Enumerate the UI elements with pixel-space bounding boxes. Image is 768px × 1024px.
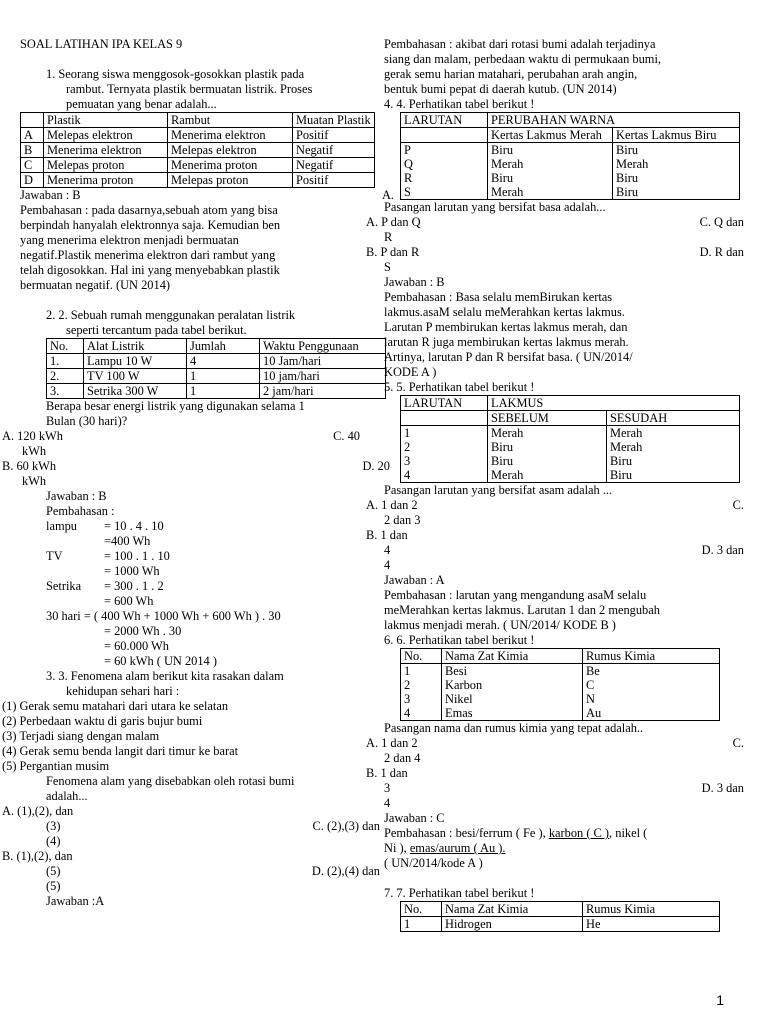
option-label: A. — [381, 188, 394, 202]
question-text: Pasangan larutan yang bersifat basa adalah... — [384, 200, 606, 214]
table-header: Rumus Kimia — [583, 649, 720, 664]
table-cell: 3. — [47, 384, 84, 399]
calc-line: 30 hari = ( 400 Wh + 1000 Wh + 600 Wh ) . 30 — [46, 609, 281, 623]
table-cell: Positif — [293, 128, 375, 143]
option-b: B. 1 dan — [366, 766, 408, 780]
table-cell: He — [583, 917, 720, 932]
question-text: 1. Seorang siswa menggosok-gosokkan plastik pada — [46, 67, 305, 81]
option-b: B. P dan R — [366, 245, 420, 259]
option-c: C. 40 — [333, 429, 360, 443]
table-cell: Menerima elektron — [168, 128, 293, 143]
table-cell: Melepas proton — [44, 158, 168, 173]
option-row — [366, 245, 744, 260]
answer: Jawaban : B — [46, 489, 107, 503]
option-unit: kWh — [22, 474, 47, 488]
table-cell: 1 — [401, 917, 442, 932]
option-c: C. — [732, 736, 744, 750]
answer: Jawaban :A — [46, 894, 105, 908]
answer: Jawaban : B — [20, 188, 81, 202]
list-item: (3) Terjadi siang dengan malam — [2, 729, 160, 743]
question-text: Bulan (30 hari)? — [46, 414, 128, 428]
table-cell: 2. — [47, 369, 84, 384]
table-cell: Hidrogen — [442, 917, 583, 932]
question-text: seperti tercantum pada tabel berikut. — [66, 323, 247, 337]
table-cell: Merah Biru Biru Merah — [488, 426, 607, 483]
table-header: No. — [401, 902, 442, 917]
table-cell: 1. — [47, 354, 84, 369]
table-cell: Negatif — [293, 143, 375, 158]
q2-table — [46, 338, 386, 399]
explanation-text: berpindah hanyalah elektronnya saja. Kemudian ben — [20, 218, 281, 232]
table-header — [21, 113, 44, 128]
question-text: adalah... — [46, 789, 88, 803]
table-cell: B — [21, 143, 44, 158]
calc-line: = 1000 Wh — [104, 564, 160, 578]
explanation-text: KODE A ) — [384, 365, 437, 379]
q4-table — [400, 112, 740, 200]
question-7 — [384, 886, 744, 932]
list-item: (2) Perbedaan waktu di garis bujur bumi — [2, 714, 203, 728]
explanation-text: ( UN/2014/kode A ) — [384, 856, 483, 870]
list-item: (5) Pergantian musim — [2, 759, 110, 773]
answer: Jawaban : B — [384, 275, 445, 289]
option-row — [2, 459, 390, 474]
question-text: 5. 5. Perhatikan tabel berikut ! — [384, 380, 535, 394]
table-cell: 10 jam/hari — [260, 369, 386, 384]
question-4: 4. 4. Perhatikan tabel berikut ! LARUTAN PERUBAHAN WARNA Kertas Lakmus Merah Kertas Lakmus Biru P Q R S Biru Merah Biru Merah Biru Merah Biru Biru Pasangan larutan yang bersifat basa adalah... A. P dan Q C. Q dan R B. P dan R D. R dan S Jawaban : B Pembahasan : Basa selalu memBirukan kertas lakmus.asaM selalu meMerahkan kertas lakmus. Larutan P membirukan kertas lakmus merah, dan larutan R juga membirukan kertas lakmus merah. Artinya, larutan P dan R bersifat basa. ( UN/2014/ KODE A ) — [366, 97, 744, 379]
explanation-text: negatif.Plastik menerima elektron dari rambut yang — [20, 248, 276, 262]
option-d: D. 20 — [362, 459, 390, 473]
table-cell: Menerima proton — [44, 173, 168, 188]
table-header: Nama Zat Kimia — [442, 649, 583, 664]
option-a: A. (1),(2), dan — [2, 804, 74, 818]
calc-line: = 600 Wh — [104, 594, 154, 608]
table-header: Muatan Plastik — [293, 113, 375, 128]
table-cell: Biru Merah Biru Biru — [613, 143, 740, 200]
table-cell: 1 — [187, 384, 260, 399]
explanation-text: Ni ), emas/aurum ( Au ). — [384, 841, 506, 855]
question-6: 6. 6. Perhatikan tabel berikut ! No. Nama Zat Kimia Rumus Kimia 1 2 3 4 Besi Karbon Nikel Emas Be C N Au Pasangan nama dan rumus kimia yang tepat adalah.. A. 1 dan 2 C. 2 dan 4 B. 1 dan 3 D. 3 dan 4 Jawaban : C Pembahasan : besi/ferrum ( Fe ), karbon ( C ), nikel ( Ni ), emas/aurum ( Au ). ( UN/2014/kode A ) — [366, 633, 744, 870]
q5-table — [400, 395, 740, 483]
calc-line: = 2000 Wh . 30 — [104, 624, 182, 638]
table-cell: 1 — [187, 369, 260, 384]
calc-line: lampu = 10 . 4 . 10 — [46, 519, 164, 533]
table-cell: 2 jam/hari — [260, 384, 386, 399]
option-a: A. 120 kWh — [2, 429, 63, 443]
explanation-text: bentuk bumi pepat di daerah kutub. (UN 2014) — [384, 82, 617, 96]
table-cell: D — [21, 173, 44, 188]
list-item: (4) Gerak semu benda langit dari timur ke barat — [2, 744, 239, 758]
table-cell: Lampu 10 W — [84, 354, 187, 369]
option-row: (3) C. (2),(3) dan — [46, 819, 380, 833]
explanation-text: Pembahasan : pada dasarnya,sebuah atom yang bisa — [20, 203, 278, 217]
answer: Jawaban : A — [384, 573, 445, 587]
option-row — [366, 498, 744, 513]
table-cell: Melepas proton — [168, 173, 293, 188]
calc-line: =400 Wh — [104, 534, 151, 548]
explanation-text: Pembahasan : larutan yang mengandung asaM selalu — [384, 588, 647, 602]
option-d: D. (2),(4) dan — [311, 864, 380, 878]
calc-line: = 60.000 Wh — [104, 639, 169, 653]
explanation-text: Artinya, larutan P dan R bersifat basa. ( UN/2014/ — [384, 350, 633, 364]
option-row: (5) D. (2),(4) dan — [46, 864, 380, 878]
table-cell: 1 2 3 4 — [401, 664, 442, 721]
q1-table — [20, 112, 375, 188]
table-cell: 1 2 3 4 — [401, 426, 488, 483]
table-cell: Besi Karbon Nikel Emas — [442, 664, 583, 721]
table-header: No. — [47, 339, 84, 354]
option-row: 3 D. 3 dan — [384, 781, 744, 795]
option-d: D. 3 dan — [701, 543, 744, 557]
table-cell: Be C N Au — [583, 664, 720, 721]
explanation-text: Larutan P membirukan kertas lakmus merah, dan — [384, 320, 628, 334]
option-d: D. R dan — [699, 245, 744, 259]
table-header: Jumlah — [187, 339, 260, 354]
table-header: Rambut — [168, 113, 293, 128]
table-cell: Positif — [293, 173, 375, 188]
table-cell: 10 Jam/hari — [260, 354, 386, 369]
table-header: No. — [401, 649, 442, 664]
option-b: B. 60 kWh — [2, 459, 57, 473]
option-b: B. 1 dan — [366, 528, 408, 542]
option-row: 4 D. 3 dan — [384, 543, 744, 557]
option-row — [366, 215, 744, 230]
option-b: B. (1),(2), dan — [2, 849, 73, 863]
q6-table — [400, 648, 720, 721]
explanation-text: bermuatan negatif. (UN 2014) — [20, 278, 171, 292]
table-cell: Merah Merah Biru Biru — [607, 426, 740, 483]
option-c: C. (2),(3) dan — [312, 819, 380, 833]
question-text: rambut. Ternyata plastik bermuatan listrik. Proses — [66, 82, 313, 96]
question-5: 5. 5. Perhatikan tabel berikut ! LARUTAN LAKMUS SEBELUM SESUDAH 1 2 3 4 Merah Biru Biru Merah Merah Merah Biru Biru Pasangan larutan yang bersifat asam adalah ... A. 1 dan 2 C. 2 dan 3 B. 1 dan 4 D. 3 dan 4 Jawaban : A Pembahasan : larutan yang mengandung asaM selalu meMerahkan kertas lakmus. Larutan 1 dan 2 mengubah lakmus menjadi merah. ( UN/2014/ KODE B ) — [366, 380, 744, 632]
question-text: kehidupan sehari hari : — [66, 684, 180, 698]
explanation-text: larutan R juga membirukan kertas lakmus merah. — [384, 335, 629, 349]
option-a: A. 1 dan 2 — [366, 498, 418, 512]
table-cell: 4 — [187, 354, 260, 369]
explanation-text: siang dan malam, perbedaan waktu di permukaan bumi, — [384, 52, 661, 66]
table-cell: Setrika 300 W — [84, 384, 187, 399]
question-text: 2. 2. Sebuah rumah menggunakan peralatan listrik — [46, 308, 296, 322]
explanation-text: telah digosokkan. Hal ini yang menyebabkan plastik — [20, 263, 280, 277]
table-cell: C — [21, 158, 44, 173]
table-header: Nama Zat Kimia — [442, 902, 583, 917]
explanation-text: Pembahasan : akibat dari rotasi bumi adalah terjadinya — [384, 37, 656, 51]
option-d: D. 3 dan — [701, 781, 744, 795]
question-text: Berapa besar energi listrik yang digunakan selama 1 — [46, 399, 305, 413]
table-header: LAKMUS — [488, 396, 740, 411]
question-3: 3. 3. Fenomena alam berikut kita rasakan dalam kehidupan sehari hari : (1) Gerak semu matahari dari utara ke selatan (2) Perbedaan waktu di garis bujur bumi (3) Terjadi siang dengan malam (4) Gerak semu benda langit dari timur ke barat (5) Pergantian musim Fenomena alam yang disebabkan oleh rotasi bumi adalah... A. (1),(2), dan (3) C. (2),(3) dan (4) B. (1),(2), dan (5) D. (2),(4) dan (5) Jawaban :A — [20, 669, 386, 909]
table-header: Kertas Lakmus Biru — [613, 128, 740, 143]
q7-table — [400, 901, 720, 932]
table-cell: Melepas elektron — [44, 128, 168, 143]
table-header: SESUDAH — [607, 411, 740, 426]
table-cell: P Q R S — [401, 143, 488, 200]
list-item: (1) Gerak semu matahari dari utara ke selatan — [2, 699, 229, 713]
explanation-text: gerak semu harian matahari, perubahan arah angin, — [384, 67, 638, 81]
option-row — [2, 804, 386, 819]
table-header: LARUTAN — [401, 396, 488, 411]
option-a: A. P dan Q — [366, 215, 421, 229]
question-text: 6. 6. Perhatikan tabel berikut ! — [384, 633, 535, 647]
table-header: LARUTAN — [401, 113, 488, 128]
question-text: Pasangan larutan yang bersifat asam adalah ... — [384, 483, 613, 497]
page-title: SOAL LATIHAN IPA KELAS 9 — [20, 37, 183, 51]
question-text: Pasangan nama dan rumus kimia yang tepat adalah.. — [384, 721, 644, 735]
table-header: Plastik — [44, 113, 168, 128]
option-unit: kWh — [22, 444, 47, 458]
page-number: 1 — [716, 992, 724, 1008]
table-header: PERUBAHAN WARNA — [488, 113, 740, 128]
table-cell: Biru Merah Biru Merah — [488, 143, 613, 200]
explanation-text: Pembahasan : — [46, 504, 115, 518]
option-row — [366, 736, 744, 751]
calc-line: = 60 kWh ( UN 2014 ) — [104, 654, 217, 668]
explanation-text: Pembahasan : besi/ferrum ( Fe ), karbon ( C ), nikel ( — [384, 826, 648, 840]
table-cell: A — [21, 128, 44, 143]
question-text: 4. 4. Perhatikan tabel berikut ! — [384, 97, 535, 111]
explanation-text: Pembahasan : Basa selalu memBirukan kertas — [384, 290, 613, 304]
question-text: pemuatan yang benar adalah... — [66, 97, 217, 111]
table-cell: TV 100 W — [84, 369, 187, 384]
table-header: Alat Listrik — [84, 339, 187, 354]
calc-line: TV = 100 . 1 . 10 — [46, 549, 170, 563]
explanation-text: lakmus.asaM selalu meMerahkan kertas lakmus. — [384, 305, 625, 319]
option-a: A. 1 dan 2 — [366, 736, 418, 750]
table-cell: Negatif — [293, 158, 375, 173]
option-c: C. — [732, 498, 744, 512]
calc-line: Setrika = 300 . 1 . 2 — [46, 579, 164, 593]
table-header: Waktu Penggunaan — [260, 339, 386, 354]
answer-line — [20, 188, 394, 203]
table-header: Rumus Kimia — [583, 902, 720, 917]
option-c: C. Q dan — [699, 215, 744, 229]
explanation-text: lakmus menjadi merah. ( UN/2014/ KODE B ) — [384, 618, 616, 632]
option-row — [2, 429, 386, 444]
table-header: Kertas Lakmus Merah — [488, 128, 613, 143]
question-text: Fenomena alam yang disebabkan oleh rotasi bumi — [46, 774, 295, 788]
question-text: 7. 7. Perhatikan tabel berikut ! — [384, 886, 535, 900]
table-cell: Melepas elektron — [168, 143, 293, 158]
table-header: SEBELUM — [488, 411, 607, 426]
answer: Jawaban : C — [384, 811, 445, 825]
table-cell: Menerima proton — [168, 158, 293, 173]
explanation-text: yang menerima elektron menjadi bermuatan — [20, 233, 239, 247]
table-cell: Menerima elektron — [44, 143, 168, 158]
option-row — [2, 849, 386, 864]
explanation-text: meMerahkan kertas lakmus. Larutan 1 dan 2 mengubah — [384, 603, 660, 617]
question-text: 3. 3. Fenomena alam berikut kita rasakan dalam — [46, 669, 284, 683]
